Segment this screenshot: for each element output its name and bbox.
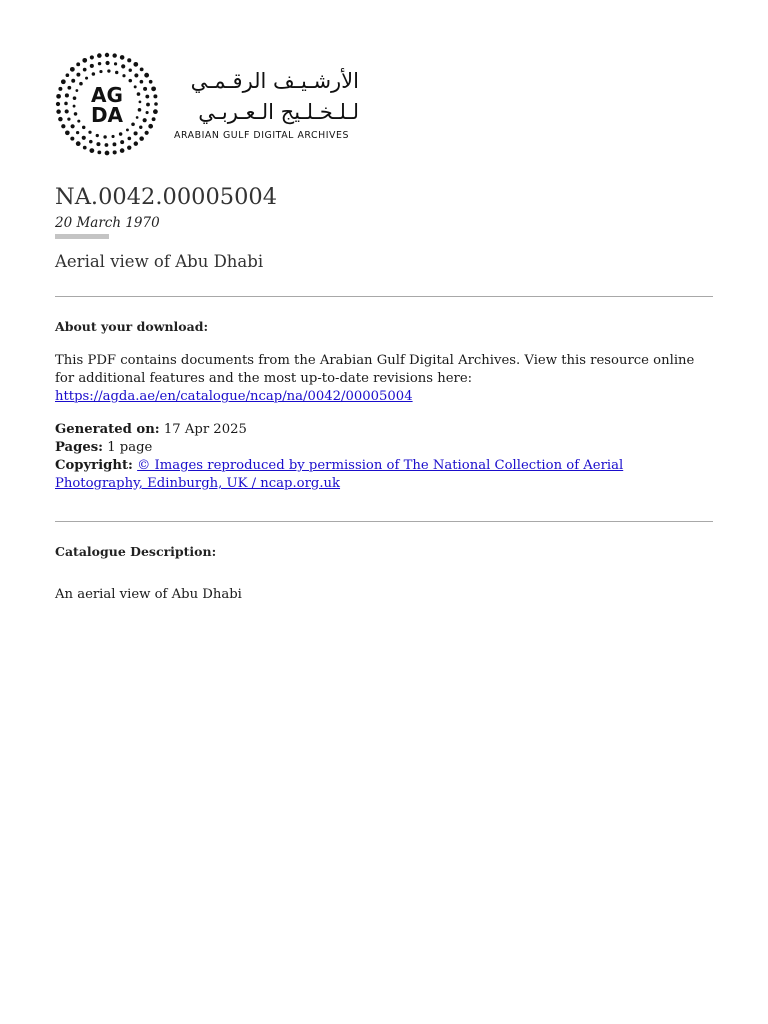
logo-dot [75, 89, 78, 92]
logo-monogram-top: AG [91, 83, 123, 107]
logo-dot [131, 122, 135, 126]
logo-dot [137, 92, 141, 96]
logo-dot [105, 53, 109, 57]
logo-dot [148, 124, 153, 129]
logo-dot [56, 94, 61, 99]
logo-dot [133, 62, 138, 67]
logo-dot [65, 93, 69, 97]
logo-dot [112, 53, 116, 57]
logo-dot [140, 67, 144, 71]
logo-dot [92, 72, 96, 76]
document-date: 20 March 1970 [55, 215, 160, 231]
logo-dot [77, 120, 80, 123]
logo-dot [151, 86, 156, 91]
logo-dot [58, 87, 62, 91]
logo-dot [71, 79, 75, 83]
logo-dot [76, 62, 80, 66]
logo-dot [127, 145, 131, 149]
logo-dot [153, 94, 157, 98]
logo-dot [105, 143, 109, 147]
logo-dot [70, 67, 75, 72]
about-download-text [55, 352, 713, 406]
logo-dot [96, 142, 100, 146]
logo-dot [61, 79, 66, 84]
logo-dot [154, 102, 158, 106]
about-download-heading: About your download: [55, 319, 209, 334]
date-underline-bar [55, 234, 109, 239]
logo-dot [115, 71, 118, 74]
logo-dot [89, 148, 94, 153]
logo-dot [149, 80, 153, 84]
logo-dot [85, 77, 88, 80]
logo-dot [127, 58, 131, 62]
logo-dot [146, 111, 149, 114]
logo-english-wordmark: ARABIAN GULF DIGITAL ARCHIVES [174, 130, 349, 141]
logo-dot [143, 87, 147, 91]
logo-dot [58, 117, 62, 121]
logo-dot [67, 86, 71, 90]
about-download-body: This PDF contains documents from the Arabian Gulf Digital Archives. View this resource online for additional features and the most up-to-date revisions here: [55, 353, 695, 386]
logo-dot [67, 118, 70, 121]
logo-dot [97, 53, 102, 58]
logo-dot [144, 73, 149, 78]
logo-dot [73, 96, 77, 100]
copyright-link[interactable]: © Images reproduced by permission of The National Collection of Aerial Photography, Edinburgh, UK / ncap.org.uk [55, 458, 624, 491]
logo-dot [103, 135, 106, 138]
logo-dot [139, 101, 142, 104]
catalogue-description-text: An aerial view of Abu Dhabi [55, 587, 242, 602]
logo-dot [119, 132, 123, 136]
pages-row [55, 439, 713, 457]
logo-dot [113, 142, 117, 146]
logo-dot [64, 102, 68, 106]
logo-dot [120, 55, 125, 60]
logo-dot [120, 140, 124, 144]
logo-dot [83, 68, 87, 72]
logo-dot [76, 73, 80, 77]
reference-number: NA.0042.00005004 [55, 184, 278, 211]
logo-dot [82, 126, 85, 129]
generated-on-value: 17 Apr 2025 [163, 422, 247, 437]
online-resource-link[interactable]: https://agda.ae/en/catalogue/ncap/na/0042/00005004 [55, 389, 413, 404]
logo-dot [97, 151, 101, 155]
logo-monogram-bottom: DA [90, 103, 124, 127]
logo-dot [126, 128, 129, 131]
logo-dot [89, 140, 93, 144]
logo-dot [152, 117, 156, 121]
logo-dot [120, 148, 125, 153]
logo-dot [82, 136, 86, 140]
logo-arabic-line-2: لـلـخـلـيج الـعـربـي [198, 100, 359, 124]
logo-dot [129, 79, 133, 83]
logo-arabic-wordmark [173, 66, 359, 128]
logo-dot [70, 137, 74, 141]
document-title: Aerial view of Abu Dhabi [55, 252, 264, 271]
logo-dot [74, 112, 78, 116]
logo-dot [99, 70, 102, 73]
logo-dot [88, 131, 91, 134]
logo-dot [66, 73, 70, 77]
logo-dot [56, 109, 61, 114]
logo-dot [113, 150, 117, 154]
logo-dot [145, 95, 149, 99]
copyright-row [55, 457, 713, 493]
logo-dot [114, 62, 117, 65]
logo-dot [143, 118, 147, 122]
logo-dot [65, 130, 70, 135]
logo-dot [61, 124, 65, 128]
logo-dot [96, 134, 99, 137]
generated-on-row [55, 421, 713, 439]
logo-dot [90, 55, 94, 59]
logo-dot [82, 58, 87, 63]
logo-dot [76, 131, 79, 134]
logo-dot [134, 131, 138, 135]
logo-dot [140, 80, 144, 84]
agda-dotted-circle-logo-icon [55, 52, 159, 156]
logo-dot [105, 151, 110, 156]
logo-dot [121, 64, 125, 68]
logo-dot [134, 73, 138, 77]
logo-dot [138, 108, 142, 112]
pages-value: 1 page [107, 440, 153, 455]
agda-logo [55, 52, 365, 156]
logo-dot [134, 141, 138, 145]
logo-dot [90, 64, 94, 68]
logo-dot [111, 135, 114, 138]
logo-dot [136, 116, 139, 119]
logo-dot [145, 131, 149, 135]
logo-dot [127, 137, 131, 141]
logo-dot [153, 109, 158, 114]
logo-dot [122, 74, 125, 77]
download-metadata [55, 421, 713, 493]
logo-dot [83, 146, 87, 150]
logo-dot [73, 105, 76, 108]
pages-label: Pages: [55, 440, 104, 455]
logo-dot [129, 69, 132, 72]
logo-dot [79, 82, 83, 86]
catalogue-description-heading: Catalogue Description: [55, 544, 217, 559]
logo-dot [105, 61, 109, 65]
generated-on-label: Generated on: [55, 422, 160, 437]
divider [55, 521, 713, 522]
logo-dot [98, 62, 101, 65]
logo-dot [65, 109, 69, 113]
logo-dot [107, 69, 110, 72]
logo-arabic-line-1: الأرشـيـف الرقـمـي [190, 69, 359, 93]
copyright-label: Copyright: [55, 458, 133, 473]
logo-dot [139, 136, 144, 141]
logo-dot [56, 102, 60, 106]
logo-dot [146, 103, 150, 107]
logo-dot [139, 126, 142, 129]
logo-dot [71, 124, 75, 128]
divider [55, 296, 713, 297]
logo-dot [134, 85, 137, 88]
logo-dot [76, 141, 81, 146]
